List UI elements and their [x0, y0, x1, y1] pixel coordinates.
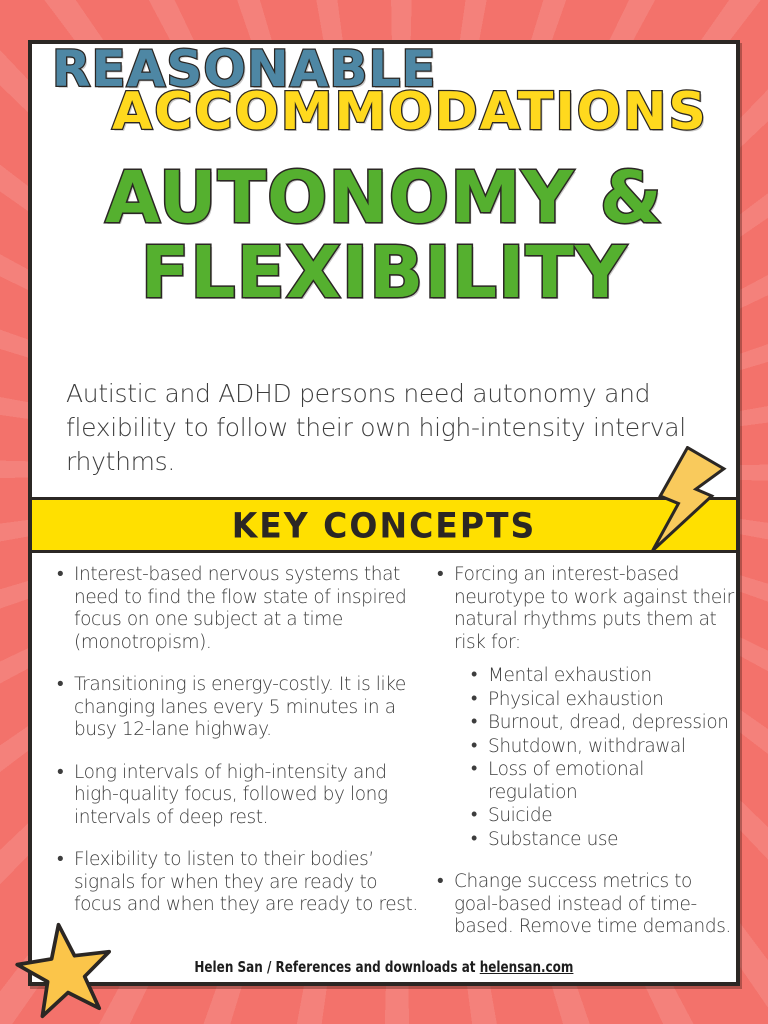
- page-title: [0, 156, 768, 314]
- kicker-line-2: ACCOMMODATIONS: [112, 82, 708, 142]
- risk-sublist: [470, 665, 734, 851]
- list-item: • Long intervals of high-intensity and high-quality focus, followed by long intervals of deep rest.: [56, 762, 422, 830]
- list-item: • Transitioning is energy-costly. It is like changing lanes every 5 minutes in a busy 12-lane highway.: [56, 674, 422, 742]
- list-item: [436, 564, 734, 851]
- left-column: [56, 564, 422, 959]
- list-item: • Substance use: [470, 829, 734, 852]
- list-item: • Shutdown, withdrawal: [470, 736, 734, 759]
- key-concepts-banner: [32, 497, 736, 553]
- list-item: • Interest-based nervous systems that need to find the flow state of inspired focus on one subject at a time (monotropism).: [56, 564, 422, 654]
- list-item: • Physical exhaustion: [470, 689, 734, 712]
- lightning-bolt-icon: [638, 446, 734, 552]
- banner-label: KEY CONCEPTS: [231, 504, 537, 546]
- list-item: • Loss of emotional regulation: [470, 759, 734, 804]
- list-item: • Burnout, dread, depression: [470, 712, 734, 735]
- kicker-line-1: REASONABLE: [52, 40, 437, 98]
- list-item: • Mental exhaustion: [470, 665, 734, 688]
- right-column: [436, 564, 734, 959]
- footer-credit-text: [194, 958, 573, 976]
- list-item: • Suicide: [470, 805, 734, 828]
- page-title-line-1: AUTONOMY &: [105, 156, 663, 239]
- footer-link[interactable]: helensan.com: [479, 958, 574, 976]
- intro-paragraph: Autistic and ADHD persons need autonomy and flexibility to follow their own high-intensity interval rhythms.: [66, 379, 686, 476]
- left-bullet-list: [56, 564, 422, 917]
- risk-lead-text: Forcing an interest-based neurotype to work against their natural rhythms puts them at risk for:: [454, 564, 734, 653]
- key-concepts-columns: [56, 564, 734, 959]
- right-bullet-list: [436, 564, 734, 939]
- list-item: • Flexibility to listen to their bodies’ signals for when they are ready to focus and when they are ready to rest.: [56, 849, 422, 917]
- page-title-line-2: FLEXIBILITY: [140, 231, 628, 314]
- footer-author: Helen San / References and downloads at: [194, 958, 476, 976]
- list-item: • Change success metrics to goal-based instead of time-based. Remove time demands.: [436, 871, 734, 939]
- star-icon: [0, 912, 131, 1024]
